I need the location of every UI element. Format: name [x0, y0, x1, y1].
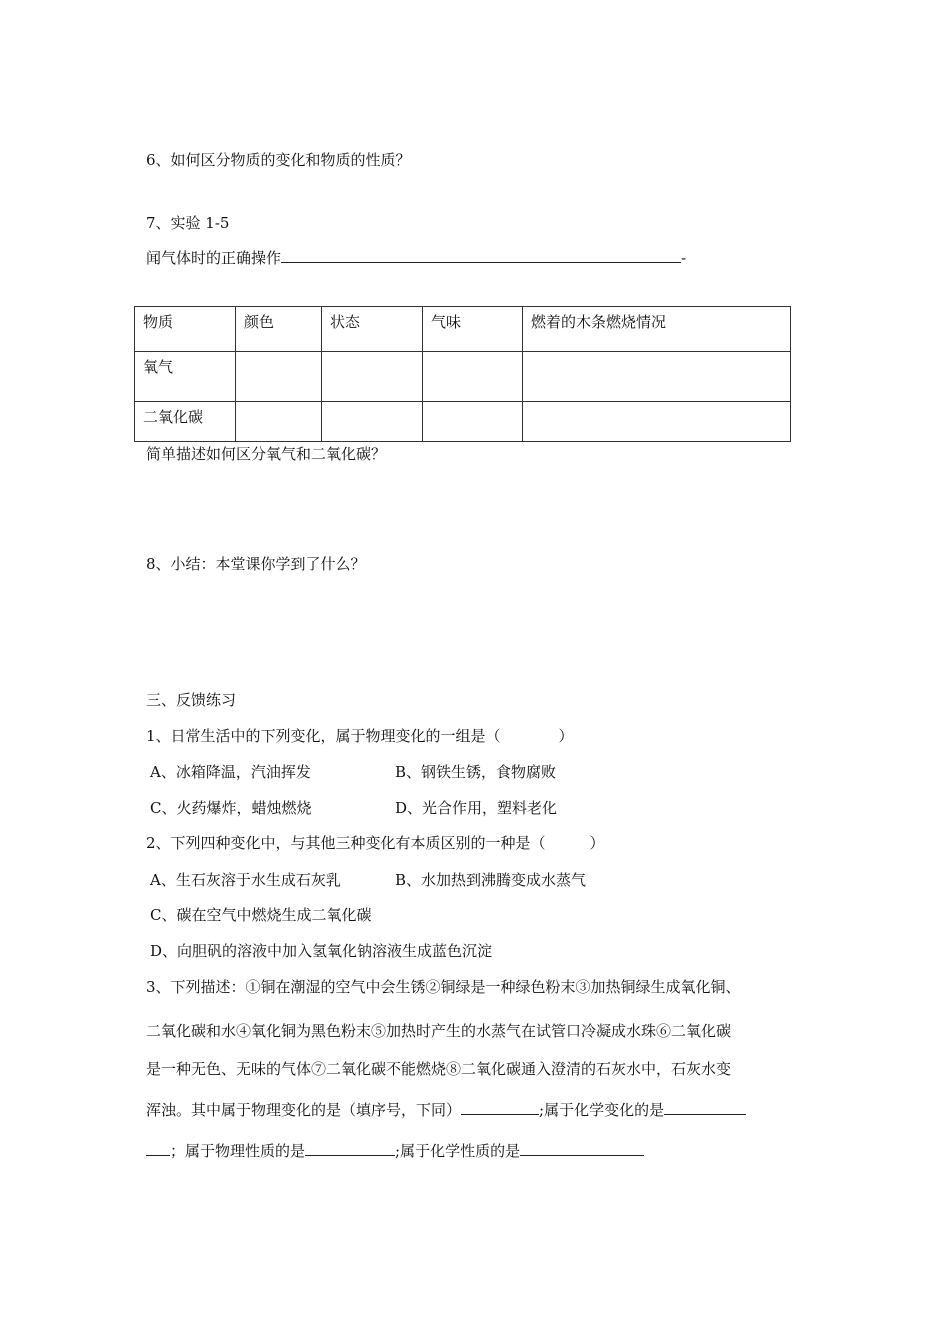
answer-cell[interactable] — [322, 352, 423, 402]
answer-blank[interactable] — [664, 1100, 746, 1115]
header-cell-color: 颜色 — [236, 307, 322, 352]
question-6: 6、如何区分物质的变化和物质的性质？ — [146, 151, 411, 169]
header-cell-state: 状态 — [322, 307, 423, 352]
problem-2-option-c: C、碳在空气中燃烧生成二氧化碳 — [150, 906, 372, 924]
physical-property-prompt: ；属于物理性质的是 — [170, 1142, 306, 1160]
physical-change-prompt: 浑浊。其中属于物理变化的是（填序号，下同） — [146, 1101, 462, 1119]
smell-operation-label: 闻气体时的正确操作 — [146, 249, 282, 267]
header-cell-odor: 气味 — [423, 307, 523, 352]
row-label-oxygen: 氧气 — [135, 352, 236, 402]
answer-cell[interactable] — [236, 352, 322, 402]
table-row-co2 — [135, 402, 791, 442]
gas-comparison-table — [134, 306, 791, 442]
problem-1-text: 1、日常生活中的下列变化，属于物理变化的一组是（ — [146, 727, 501, 745]
chemical-change-prompt: ;属于化学变化的是 — [539, 1101, 665, 1119]
smell-tail: - — [681, 249, 687, 267]
answer-blank[interactable] — [461, 1100, 539, 1115]
answer-cell[interactable] — [423, 402, 523, 442]
close-paren: ） — [558, 727, 574, 745]
section-heading: 三、反馈练习 — [146, 691, 237, 709]
chemical-property-prompt: ;属于化学性质的是 — [395, 1142, 521, 1160]
problem-2-option-a: A、生石灰溶于水生成石灰乳 — [150, 871, 341, 889]
answer-cell[interactable] — [322, 402, 423, 442]
table-row-oxygen — [135, 352, 791, 402]
answer-cell[interactable] — [523, 402, 791, 442]
answer-blank[interactable] — [281, 248, 681, 263]
answer-cell[interactable] — [236, 402, 322, 442]
header-cell-burning: 燃着的木条燃烧情况 — [523, 307, 791, 352]
question-8: 8、小结：本堂课你学到了什么？ — [146, 555, 366, 573]
problem-1-option-a: A、冰箱降温，汽油挥发 — [150, 763, 311, 781]
answer-cell[interactable] — [423, 352, 523, 402]
row-label-co2: 二氧化碳 — [135, 402, 236, 442]
problem-2-stem — [146, 833, 605, 853]
problem-3-line-4 — [146, 1100, 746, 1120]
problem-2-text: 2、下列四种变化中，与其他三种变化有本质区别的一种是（ — [146, 834, 546, 852]
smell-operation-line — [146, 248, 686, 268]
problem-2-option-d: D、向胆矾的溶液中加入氢氧化钠溶液生成蓝色沉淀 — [150, 942, 493, 960]
answer-blank[interactable] — [146, 1141, 170, 1156]
problem-3-line-5 — [146, 1141, 644, 1161]
answer-blank[interactable] — [520, 1141, 644, 1156]
problem-3-line-3: 是一种无色、无味的气体⑦二氧化碳不能燃烧⑧二氧化碳通入澄清的石灰水中，石灰水变 — [146, 1060, 732, 1078]
question-7-title: 7、实验 1-5 — [146, 214, 230, 232]
table-header-row — [135, 307, 791, 352]
problem-1-option-b: B、钢铁生锈，食物腐败 — [395, 763, 557, 781]
problem-1-option-c: C、火药爆炸，蜡烛燃烧 — [150, 799, 312, 817]
describe-question: 简单描述如何区分氧气和二氧化碳？ — [146, 445, 387, 463]
close-paren: ） — [589, 834, 605, 852]
problem-2-option-b: B、水加热到沸腾变成水蒸气 — [395, 871, 587, 889]
answer-cell[interactable] — [523, 352, 791, 402]
problem-1-stem — [146, 726, 574, 746]
problem-3-line-1: 3、下列描述：①铜在潮湿的空气中会生锈②铜绿是一种绿色粉末③加热铜绿生成氧化铜、 — [146, 978, 741, 996]
problem-3-line-2: 二氧化碳和水④氧化铜为黑色粉末⑤加热时产生的水蒸气在试管口冷凝成水珠⑥二氧化碳 — [146, 1022, 732, 1040]
problem-1-option-d: D、光合作用，塑料老化 — [395, 799, 558, 817]
header-cell-substance: 物质 — [135, 307, 236, 352]
answer-blank[interactable] — [305, 1141, 395, 1156]
